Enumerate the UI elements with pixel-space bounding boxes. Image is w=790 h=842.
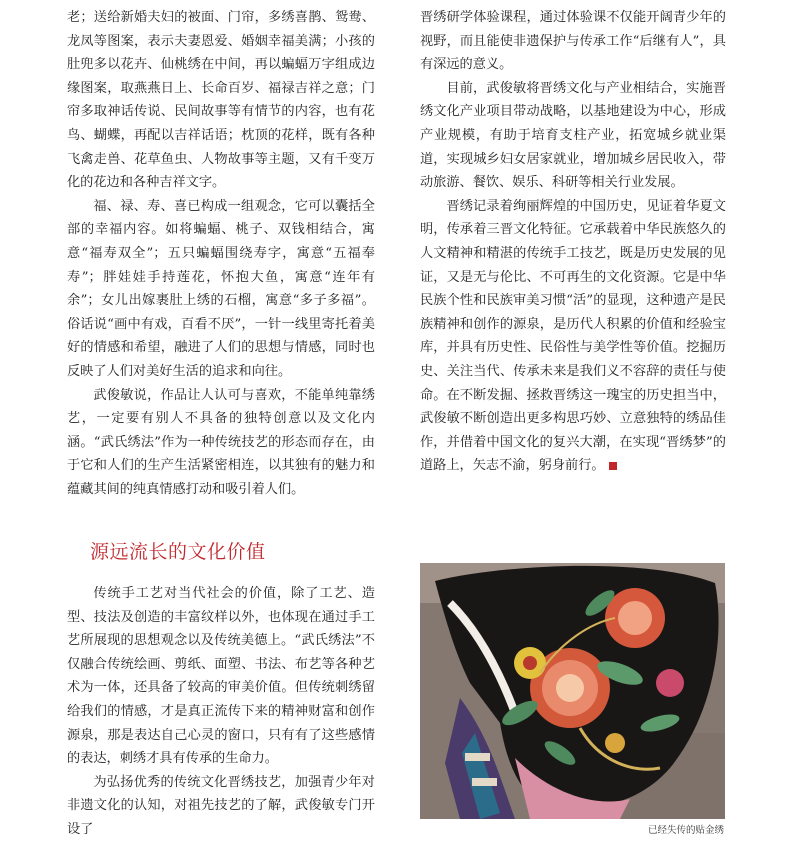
section-heading: 源远流长的文化价值	[90, 541, 266, 563]
embroidered-shoe-photo	[420, 563, 725, 819]
paragraph: 福、禄、寿、喜已构成一组观念，它可以囊括全部的幸福内容。如将蝙蝠、桃子、双钱相结合，寓意“福寿双全”；五只蝙蝠围绕寿字，寓意“五福奉寿”；胖娃娃手持莲花，怀抱大鱼，寓意“连年有余”；女儿出嫁裹肚上绣的石榴，寓意“多子多福”。俗话说“画中有戏，百看不厌”，一针一线里寄托着美好的情感和希望，融进了人们的思想与情感，同时也反映了人们对美好生活的追求和向往。	[67, 198, 375, 379]
embroidered-shoe-illustration	[420, 563, 725, 819]
left-column-top	[67, 6, 375, 501]
paragraph: 老；送给新婚夫妇的被面、门帘，多绣喜鹊、鸳鸯、龙凤等图案，表示夫妻恩爱、婚姻幸福美满；小孩的肚兜多以花卉、仙桃绣在中间，再以蝙蝠万字组成边缘图案，取燕燕日上、长命百岁、福禄吉祥之意；门帘多取神话传说、民间故事等有情节的内容，也有花鸟、蝴蝶，再配以吉祥话语；枕顶的花样，既有各种飞禽走兽、花草鱼虫、人物故事等主题，又有千变万化的花边和各种吉祥文字。	[67, 10, 375, 191]
paragraph: 传统手工艺对当代社会的价值，除了工艺、造型、技法及创造的丰富纹样以外，也体现在通过手工艺所展现的思想观念以及传统美德上。“武氏绣法”不仅融合传统绘画、剪纸、面塑、书法、布艺等各种艺术为一体，还具备了较高的审美价值。但传统刺绣留给我们的情感，才是真正流传下来的精神财富和创作源泉，那是表达自己心灵的窗口，只有有了这些感情的表达，刺绣才具有传承的生命力。	[67, 586, 375, 767]
left-column-bottom	[67, 582, 375, 842]
paragraph: 晋绣研学体验课程，通过体验课不仅能开阔青少年的视野，而且能使非遗保护与传承工作“后继有人”，具有深远的意义。	[420, 10, 726, 73]
paragraph: 为弘扬优秀的传统文化晋绣技艺，加强青少年对非遗文化的认知，对祖先技艺的了解，武俊敏专门开设了	[67, 774, 375, 837]
paragraph: 目前，武俊敏将晋绣文化与产业相结合，实施晋绣文化产业项目带动战略，以基地建设为中心，形成产业规模，有助于培育支柱产业，拓宽城乡就业渠道，实现城乡妇女居家就业，增加城乡居民收入，带动旅游、餐饮、娱乐、科研等相关行业发展。	[420, 80, 726, 191]
paragraph: 武俊敏说，作品让人认可与喜欢，不能单纯靠绣艺，一定要有别人不具备的独特创意以及文化内涵。“武氏绣法”作为一种传统技艺的形态而存在，由于它和人们的生产生活紧密相连，以其独有的魅力和蕴藏其间的纯真情感打动和吸引着人们。	[67, 387, 375, 497]
photo-caption: 已经失传的贴金绣	[647, 825, 724, 836]
right-column	[420, 6, 726, 478]
paragraph: 晋绣记录着绚丽辉煌的中国历史，见证着华夏文明，传承着三晋文化特征。它承载着中华民族悠久的人文精神和精湛的传统手工技艺，既是历史发展的见证，又是无与伦比、不可再生的文化资源。它是中华民族个性和民族审美习惯“活”的显现，这种遗产是民族精神和创作的源泉，是历代人积累的价值和经验宝库，并具有历史性、民俗性与美学性等价值。挖掘历史、关注当代、传承未来是我们义不容辞的责任与使命。在不断发掘、拯救晋绣这一瑰宝的历史担当中，武俊敏不断创造出更多构思巧妙、立意独特的绣品佳作，并借着中国文化的复兴大潮，在实现“晋绣梦”的道路上，矢志不渝，躬身前行。	[420, 198, 726, 474]
end-mark-icon	[609, 462, 617, 470]
